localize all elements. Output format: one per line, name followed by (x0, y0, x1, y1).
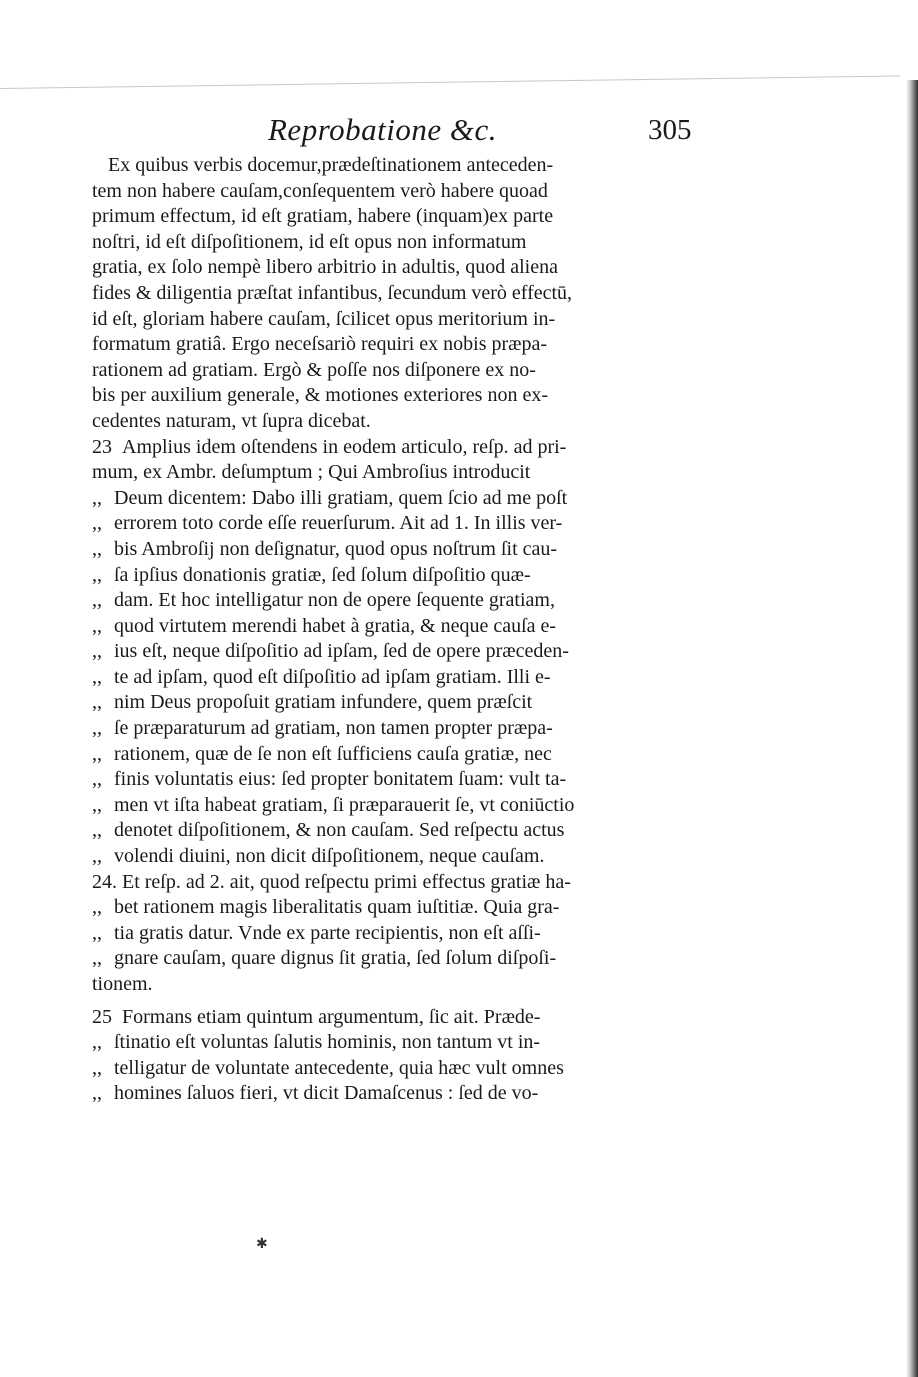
quotation-mark: ,, (92, 768, 102, 791)
top-edge-rule (0, 75, 900, 89)
text-line (92, 255, 714, 281)
text-line (92, 230, 714, 256)
text-line (92, 435, 714, 461)
line-text: bet rationem magis liberalitatis quam iuſtitiæ. Quia gra- (114, 896, 560, 919)
text-line (92, 307, 714, 333)
text-line (92, 281, 714, 307)
text-line (92, 153, 714, 179)
quotation-mark: ,, (92, 512, 102, 535)
quotation-mark: ,, (92, 819, 102, 842)
page-binding-shadow (906, 80, 918, 1377)
line-text: bis per auxilium generale, & motiones exteriores non ex- (92, 384, 548, 407)
line-text: bis Ambroſij non deſignatur, quod opus noſtrum ſit cau- (114, 537, 558, 560)
quotation-mark: ,, (92, 614, 102, 637)
text-line (92, 844, 714, 870)
quotation-mark: ,, (92, 537, 102, 560)
line-text: cedentes naturam, vt ſupra dicebat. (92, 409, 371, 432)
quotation-mark: ,, (92, 1031, 102, 1054)
text-line (92, 614, 714, 640)
line-text: finis voluntatis eius: ſed propter bonitatem ſuam: vult ta- (114, 768, 567, 791)
text-line (92, 486, 714, 512)
text-line (92, 588, 714, 614)
quotation-mark: ,, (92, 845, 102, 868)
line-text: fides & diligentia præſtat infantibus, ſecundum verò effectū, (92, 281, 573, 304)
line-text: rationem ad gratiam. Ergò & poſſe nos diſponere ex no- (92, 358, 536, 381)
quotation-mark: ,, (92, 742, 102, 765)
quotation-mark: ,, (92, 665, 102, 688)
line-text: homines ſaluos fieri, vt dicit Damaſcenus : ſed de vo- (114, 1082, 539, 1105)
text-line (92, 383, 714, 409)
line-text: dam. Et hoc intelligatur non de opere ſequente gratiam, (114, 589, 555, 612)
quotation-mark: ,, (92, 717, 102, 740)
text-line (92, 972, 714, 998)
body-text (92, 153, 714, 1107)
text-line (92, 1056, 714, 1082)
line-text: men vt iſta habeat gratiam, ſi præparauerit ſe, vt coniūctio (114, 793, 575, 816)
line-text: Ex quibus verbis docemur,prædeſtinationem anteceden- (108, 154, 554, 176)
line-text: noſtri, id eſt diſpoſitionem, id eſt opus non informatum (92, 230, 527, 253)
line-text: denotet diſpoſitionem, & non cauſam. Sed reſpectu actus (114, 819, 565, 842)
quotation-mark: ,, (92, 793, 102, 816)
line-text: tia gratis datur. Vnde ex parte recipientis, non eſt aſſi- (114, 921, 541, 944)
line-text: telligatur de voluntate antecedente, quia hæc vult omnes (114, 1056, 564, 1079)
line-text: ſtinatio eſt voluntas ſalutis hominis, non tantum vt in- (114, 1031, 541, 1054)
text-line (92, 537, 714, 563)
quotation-mark: ,, (92, 563, 102, 586)
text-line (92, 946, 714, 972)
quotation-mark: ,, (92, 640, 102, 663)
line-text: ſe præparaturum ad gratiam, non tamen propter præpa- (114, 717, 553, 740)
line-text: Amplius idem oſtendens in eodem articulo, reſp. ad pri- (122, 435, 567, 458)
text-line (92, 409, 714, 435)
line-text: Formans etiam quintum argumentum, ſic ait. Præde- (122, 1005, 541, 1028)
text-line (92, 665, 714, 691)
line-text: ſa ipſius donationis gratiæ, ſed ſolum diſpoſitio quæ- (114, 563, 531, 586)
text-line (92, 179, 714, 205)
text-line (92, 1081, 714, 1107)
quotation-mark: ,, (92, 947, 102, 970)
text-line (92, 460, 714, 486)
quotation-mark: ,, (92, 486, 102, 509)
quotation-mark: ,, (92, 1056, 102, 1079)
line-text: gratia, ex ſolo nempè libero arbitrio in adultis, quod aliena (92, 256, 558, 279)
quotation-mark: ,, (92, 896, 102, 919)
text-line (92, 358, 714, 384)
line-text: tem non habere cauſam,conſequentem verò habere quoad (92, 179, 548, 202)
line-text: ius eſt, neque diſpoſitio ad ipſam, ſed de opere præceden- (114, 640, 569, 663)
text-line (92, 639, 714, 665)
text-line (92, 742, 714, 768)
line-text: volendi diuini, non dicit diſpoſitionem, neque cauſam. (114, 845, 545, 868)
line-text: nim Deus propoſuit gratiam infundere, quem præſcit (114, 691, 533, 714)
text-line (92, 716, 714, 742)
text-line (92, 1005, 714, 1031)
paragraph-number: 23 (92, 435, 112, 458)
text-line (92, 563, 714, 589)
line-text: tionem. (92, 973, 153, 995)
line-text: formatum gratiâ. Ergo neceſsariò requiri ex nobis præpa- (92, 333, 548, 356)
text-line (92, 511, 714, 537)
quotation-mark: ,, (92, 1082, 102, 1105)
line-text: rationem, quæ de ſe non eſt ſufficiens cauſa gratiæ, nec (114, 742, 552, 765)
quotation-mark: ,, (92, 921, 102, 944)
line-text: Et reſp. ad 2. ait, quod reſpectu primi effectus gratiæ ha- (122, 870, 571, 893)
line-text: te ad ipſam, quod eſt diſpoſitio ad ipſam gratiam. Illi e- (114, 665, 551, 688)
line-text: gnare cauſam, quare dignus ſit gratia, ſed ſolum diſpoſi- (114, 947, 557, 970)
running-title: Reprobatione &c. (268, 112, 497, 147)
quotation-mark: ,, (92, 691, 102, 714)
text-line (92, 895, 714, 921)
text-line (92, 204, 714, 230)
text-line (92, 1030, 714, 1056)
paragraph-number: 24. (92, 870, 117, 893)
paragraph-number: 25 (92, 1005, 112, 1028)
page-number: 305 (648, 114, 692, 146)
line-text: quod virtutem merendi habet à gratia, & neque cauſa e- (114, 614, 557, 637)
quotation-mark: ,, (92, 589, 102, 612)
line-text: id eſt, gloriam habere cauſam, ſcilicet opus meritorium in- (92, 307, 556, 330)
text-line (92, 921, 714, 947)
line-text: mum, ex Ambr. deſumptum ; Qui Ambroſius introducit (92, 461, 531, 484)
text-line (92, 690, 714, 716)
ink-blot: ✱ (256, 1237, 268, 1252)
text-line (92, 793, 714, 819)
text-line (92, 870, 714, 896)
page-header (0, 108, 918, 148)
text-line (92, 767, 714, 793)
text-line (92, 818, 714, 844)
text-line (92, 332, 714, 358)
line-text: Deum dicentem: Dabo illi gratiam, quem ſcio ad me poſt (114, 486, 568, 509)
line-text: errorem toto corde eſſe reuerſurum. Ait ad 1. In illis ver- (114, 512, 563, 535)
line-text: primum effectum, id eſt gratiam, habere (inquam)ex parte (92, 205, 554, 228)
